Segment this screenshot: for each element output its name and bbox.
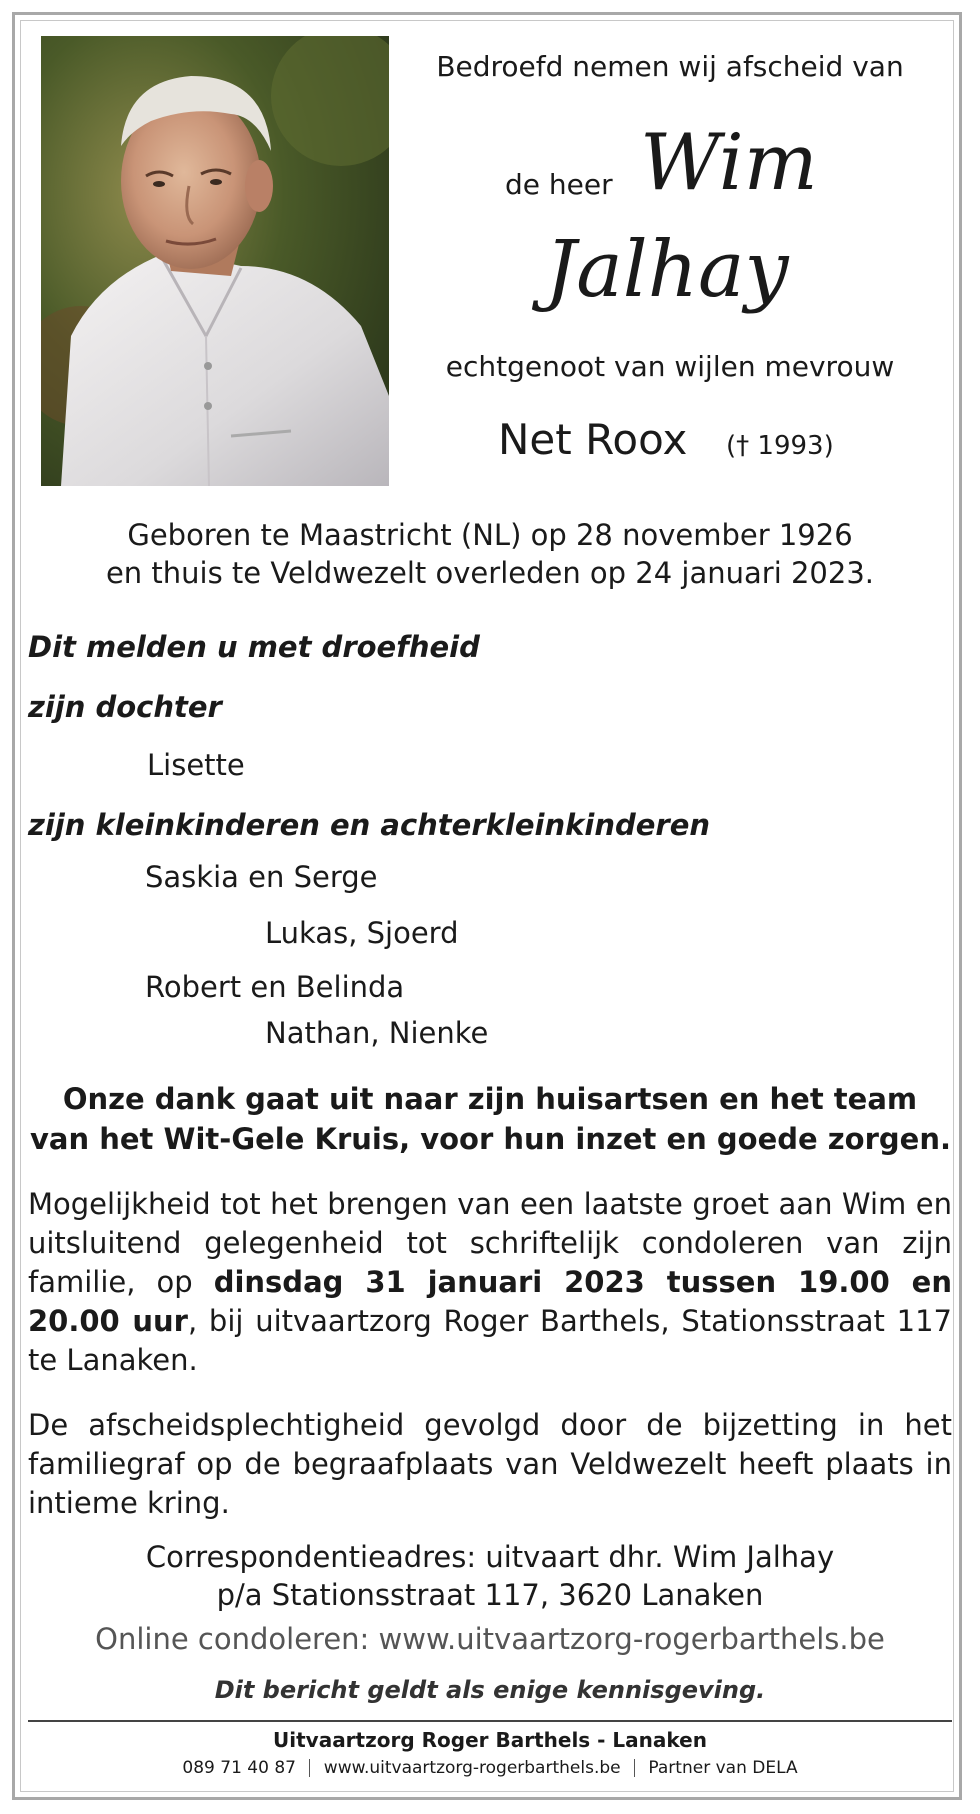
footer-phone: 089 71 40 87 bbox=[182, 1758, 296, 1778]
thanks-line-2: van het Wit-Gele Kruis, voor hun inzet en goede zorgen. bbox=[30, 1122, 951, 1156]
grandchildren-heading: zijn kleinkinderen en achterkleinkinderen bbox=[28, 808, 711, 842]
visitation-date-time: dinsdag 31 januari 2023 tussen 19.00 en 20.00 uur bbox=[28, 1265, 952, 1338]
spouse-name: Net Roox bbox=[498, 415, 688, 464]
title-prefix: de heer bbox=[505, 168, 613, 201]
birth-line-2: en thuis te Veldwezelt overleden op 24 januari 2023. bbox=[105, 556, 875, 590]
daughter-name: Lisette bbox=[147, 748, 245, 782]
footer-website[interactable]: www.uitvaartzorg-rogerbarthels.be bbox=[323, 1758, 621, 1778]
correspondence-line-2: p/a Stationsstraat 117, 3620 Lanaken bbox=[216, 1578, 764, 1612]
notice-text: Dit bericht geldt als enige kennisgeving. bbox=[214, 1676, 766, 1704]
online-condolences: Online condoleren: www.uitvaartzorg-rogerbarthels.be bbox=[95, 1622, 885, 1656]
grandchildren-couple-2: Robert en Belinda bbox=[145, 970, 405, 1004]
footer-divider bbox=[28, 1720, 952, 1722]
visitation-text-1: Mogelijkheid tot het brengen van een laatste groet aan Wim en uitsluitend gelegenheid tot schriftelijk condoleren van zijn familie, op bbox=[28, 1187, 952, 1299]
correspondence-line-1: Correspondentieadres: uitvaart dhr. Wim Jalhay bbox=[145, 1540, 835, 1574]
footer-partner: Partner van DELA bbox=[648, 1758, 798, 1778]
family-intro: Dit melden u met droefheid bbox=[28, 630, 480, 664]
visitation-text-2: , bij uitvaartzorg Roger Barthels, Stationsstraat 117 te Lanaken. bbox=[28, 1304, 952, 1377]
footer-separator bbox=[634, 1759, 635, 1777]
visitation-paragraph bbox=[28, 1185, 952, 1380]
last-name: Jalhay bbox=[545, 225, 789, 315]
daughter-heading: zijn dochter bbox=[28, 690, 222, 724]
intro-text: Bedroefd nemen wij afscheid van bbox=[436, 50, 904, 83]
footer-company: Uitvaartzorg Roger Barthels - Lanaken bbox=[273, 1728, 707, 1752]
greatgrandchildren-1: Lukas, Sjoerd bbox=[265, 916, 459, 950]
grandchildren-couple-1: Saskia en Serge bbox=[145, 860, 378, 894]
spouse-intro-text: echtgenoot van wijlen mevrouw bbox=[445, 350, 895, 383]
portrait-photo bbox=[41, 36, 389, 486]
portrait-illustration bbox=[41, 36, 389, 486]
footer-separator bbox=[309, 1759, 310, 1777]
greatgrandchildren-2: Nathan, Nienke bbox=[265, 1016, 489, 1050]
ceremony-paragraph: De afscheidsplechtigheid gevolgd door de bijzetting in het familiegraf op de begraafplaats van Veldwezelt heeft plaats in intieme kring. bbox=[28, 1408, 952, 1520]
footer-contacts bbox=[30, 1758, 950, 1778]
intro-line bbox=[400, 50, 940, 90]
birth-line-1: Geboren te Maastricht (NL) op 28 november 1926 bbox=[127, 518, 853, 552]
thanks-line-1: Onze dank gaat uit naar zijn huisartsen en het team bbox=[62, 1082, 918, 1116]
spouse-death: († 1993) bbox=[726, 431, 834, 461]
first-name: Wim bbox=[640, 118, 818, 208]
